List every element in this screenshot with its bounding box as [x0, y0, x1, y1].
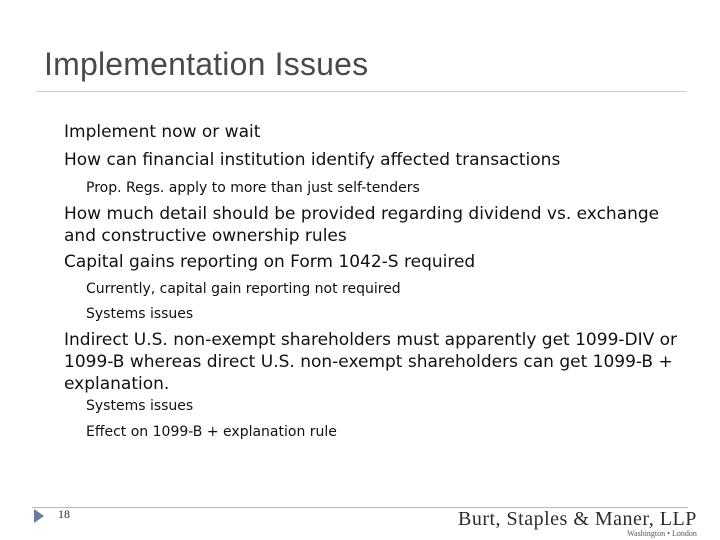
company-logo	[458, 508, 697, 538]
slide-marker-arrow-icon	[34, 509, 44, 523]
sub-bullet-item: Prop. Regs. apply to more than just self-tenders	[86, 180, 420, 196]
sub-bullet-item: Systems issues	[86, 306, 194, 322]
sub-bullet-item: Currently, capital gain reporting not required	[86, 281, 401, 297]
bullet-item: Indirect U.S. non-exempt shareholders must apparently get 1099-DIV or 1099-B whereas direct U.S. non-exempt shareholders can get 1099-B + explanation.	[64, 330, 678, 394]
sub-bullet-item: Systems issues	[86, 398, 194, 414]
logo-main-text: Burt, Staples & Maner, LLP	[458, 508, 697, 530]
title-divider	[36, 91, 686, 92]
bullet-item: Implement now or wait	[64, 122, 261, 142]
bullet-item: How can financial institution identify affected transactions	[64, 150, 561, 170]
bullet-item: How much detail should be provided regarding dividend vs. exchange and constructive ownership rules	[64, 204, 660, 246]
page-number: 18	[58, 507, 70, 521]
sub-bullet-item: Effect on 1099-B + explanation rule	[86, 424, 337, 440]
slide-title: Implementation Issues	[44, 46, 369, 82]
logo-sub-text: Washington • London	[627, 529, 697, 538]
bullet-item: Capital gains reporting on Form 1042-S required	[64, 252, 476, 272]
